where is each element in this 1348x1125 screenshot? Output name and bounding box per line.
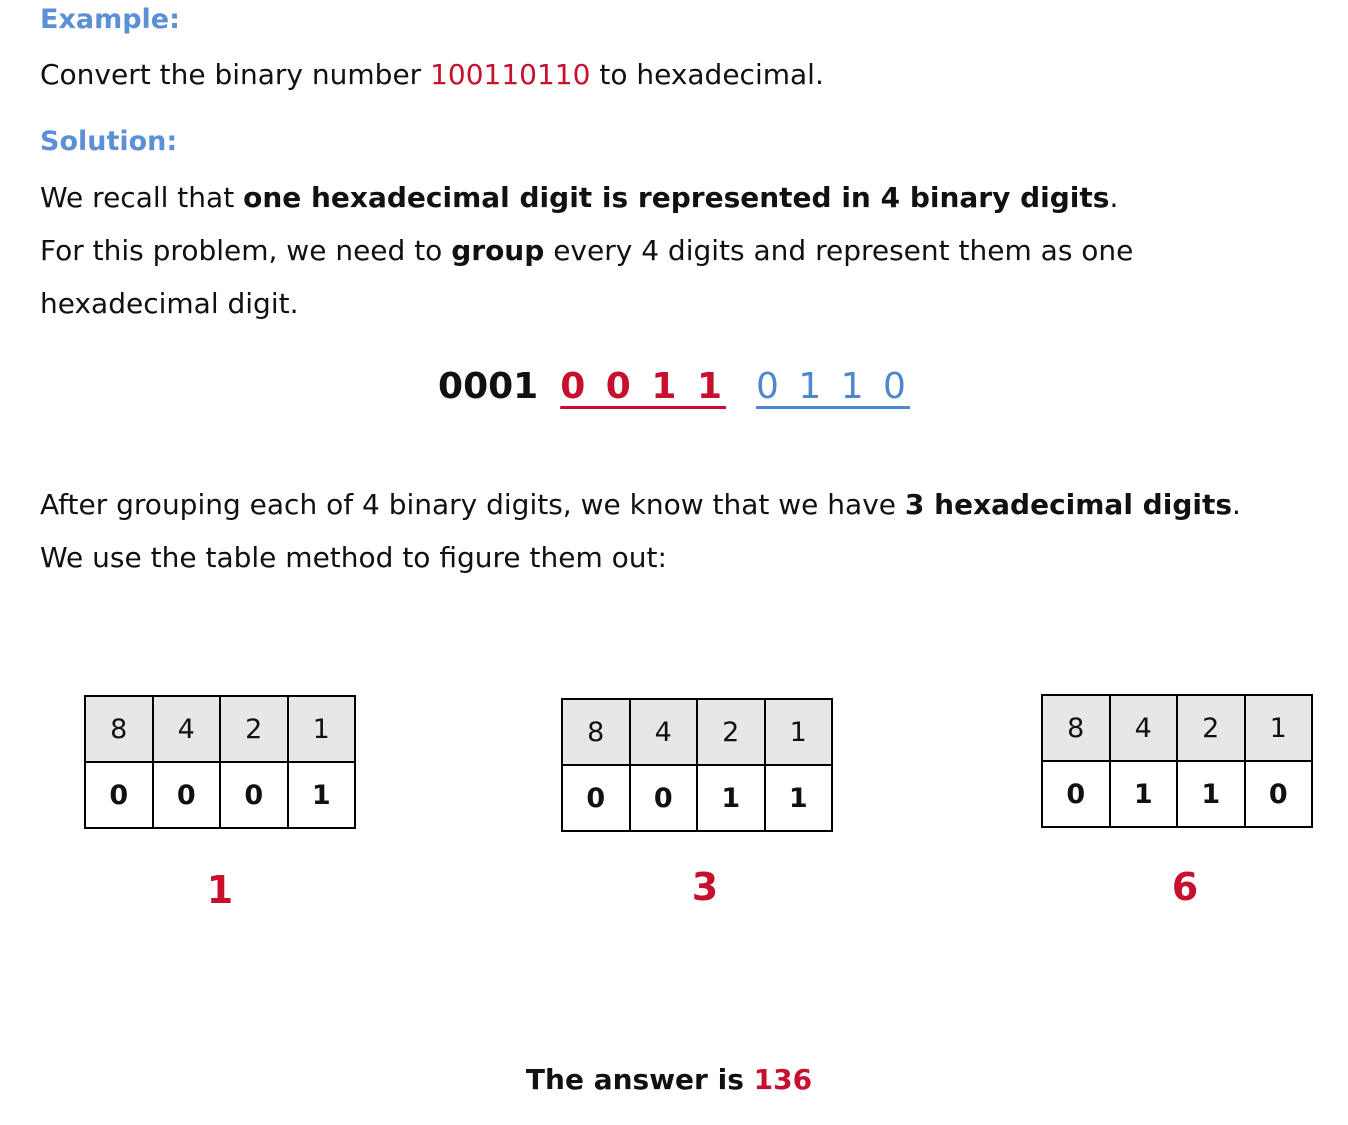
weight-cell: 8: [1042, 695, 1110, 761]
line2-prefix: For this problem, we need to: [40, 234, 452, 267]
weight-cell: 8: [562, 699, 630, 765]
bit-table-1: [84, 695, 356, 829]
line3-prefix: After grouping each of 4 binary digits, we know that we have: [40, 488, 905, 521]
weight-cell: 4: [1110, 695, 1178, 761]
line3-suffix: .: [1232, 488, 1241, 521]
method-line-2: We use the table method to figure them out:: [40, 541, 667, 574]
line1-prefix: We recall that: [40, 181, 244, 214]
bits-row: [1042, 761, 1312, 827]
bit-cell: 0: [220, 762, 288, 828]
weight-cell: 8: [85, 696, 153, 762]
method-paragraph: [40, 478, 1300, 584]
group-second: 0 0 1 1: [560, 366, 727, 407]
answer-prefix: The answer is: [525, 1063, 754, 1096]
bit-cell: 0: [153, 762, 221, 828]
hex-digit-1: 1: [206, 868, 234, 912]
group-first: 0001: [438, 366, 539, 407]
line2-suffix: every 4 digits and represent them as one hexadecimal digit.: [40, 234, 1134, 320]
weight-cell: 1: [288, 696, 356, 762]
answer-line: [0, 1063, 1338, 1096]
bit-cell: 0: [1042, 761, 1110, 827]
solution-paragraph: [40, 171, 1280, 330]
bits-row: [85, 762, 355, 828]
bit-cell: 1: [288, 762, 356, 828]
group-third: 0 1 1 0: [756, 366, 910, 407]
bit-cell: 1: [1177, 761, 1245, 827]
question-suffix: to hexadecimal.: [590, 58, 824, 91]
method-line-1: [40, 478, 1300, 531]
bit-table-3: [1041, 694, 1313, 828]
weights-row: [85, 696, 355, 762]
weight-cell: 2: [697, 699, 765, 765]
weights-row: [562, 699, 832, 765]
bit-cell: 1: [697, 765, 765, 831]
weight-cell: 1: [765, 699, 833, 765]
solution-line-1: [40, 171, 1280, 224]
line3-bold: 3 hexadecimal digits: [904, 488, 1233, 521]
binary-number: 100110110: [430, 58, 591, 91]
weights-row: [1042, 695, 1312, 761]
weight-cell: 2: [220, 696, 288, 762]
bit-cell: 0: [562, 765, 630, 831]
line1-bold: one hexadecimal digit is represented in 4 binary digits: [243, 181, 1110, 214]
question-prefix: Convert the binary number: [40, 58, 431, 91]
solution-heading: Solution:: [40, 126, 178, 157]
example-heading: Example:: [40, 4, 180, 35]
weight-cell: 2: [1177, 695, 1245, 761]
hex-digit-3: 6: [1171, 865, 1199, 909]
bit-cell: 1: [765, 765, 833, 831]
solution-line-2: [40, 224, 1280, 330]
bits-row: [562, 765, 832, 831]
bit-cell: 0: [1245, 761, 1313, 827]
bit-cell: 0: [630, 765, 698, 831]
weight-cell: 4: [153, 696, 221, 762]
weight-cell: 4: [630, 699, 698, 765]
answer-value: 136: [753, 1063, 813, 1096]
bit-table-2: [561, 698, 833, 832]
weight-cell: 1: [1245, 695, 1313, 761]
bit-cell: 0: [85, 762, 153, 828]
hex-digit-2: 3: [691, 865, 719, 909]
line2-bold: group: [451, 234, 545, 267]
question-text: [40, 48, 824, 101]
line1-suffix: .: [1109, 181, 1119, 214]
bit-cell: 1: [1110, 761, 1178, 827]
binary-groups: [0, 366, 1348, 407]
